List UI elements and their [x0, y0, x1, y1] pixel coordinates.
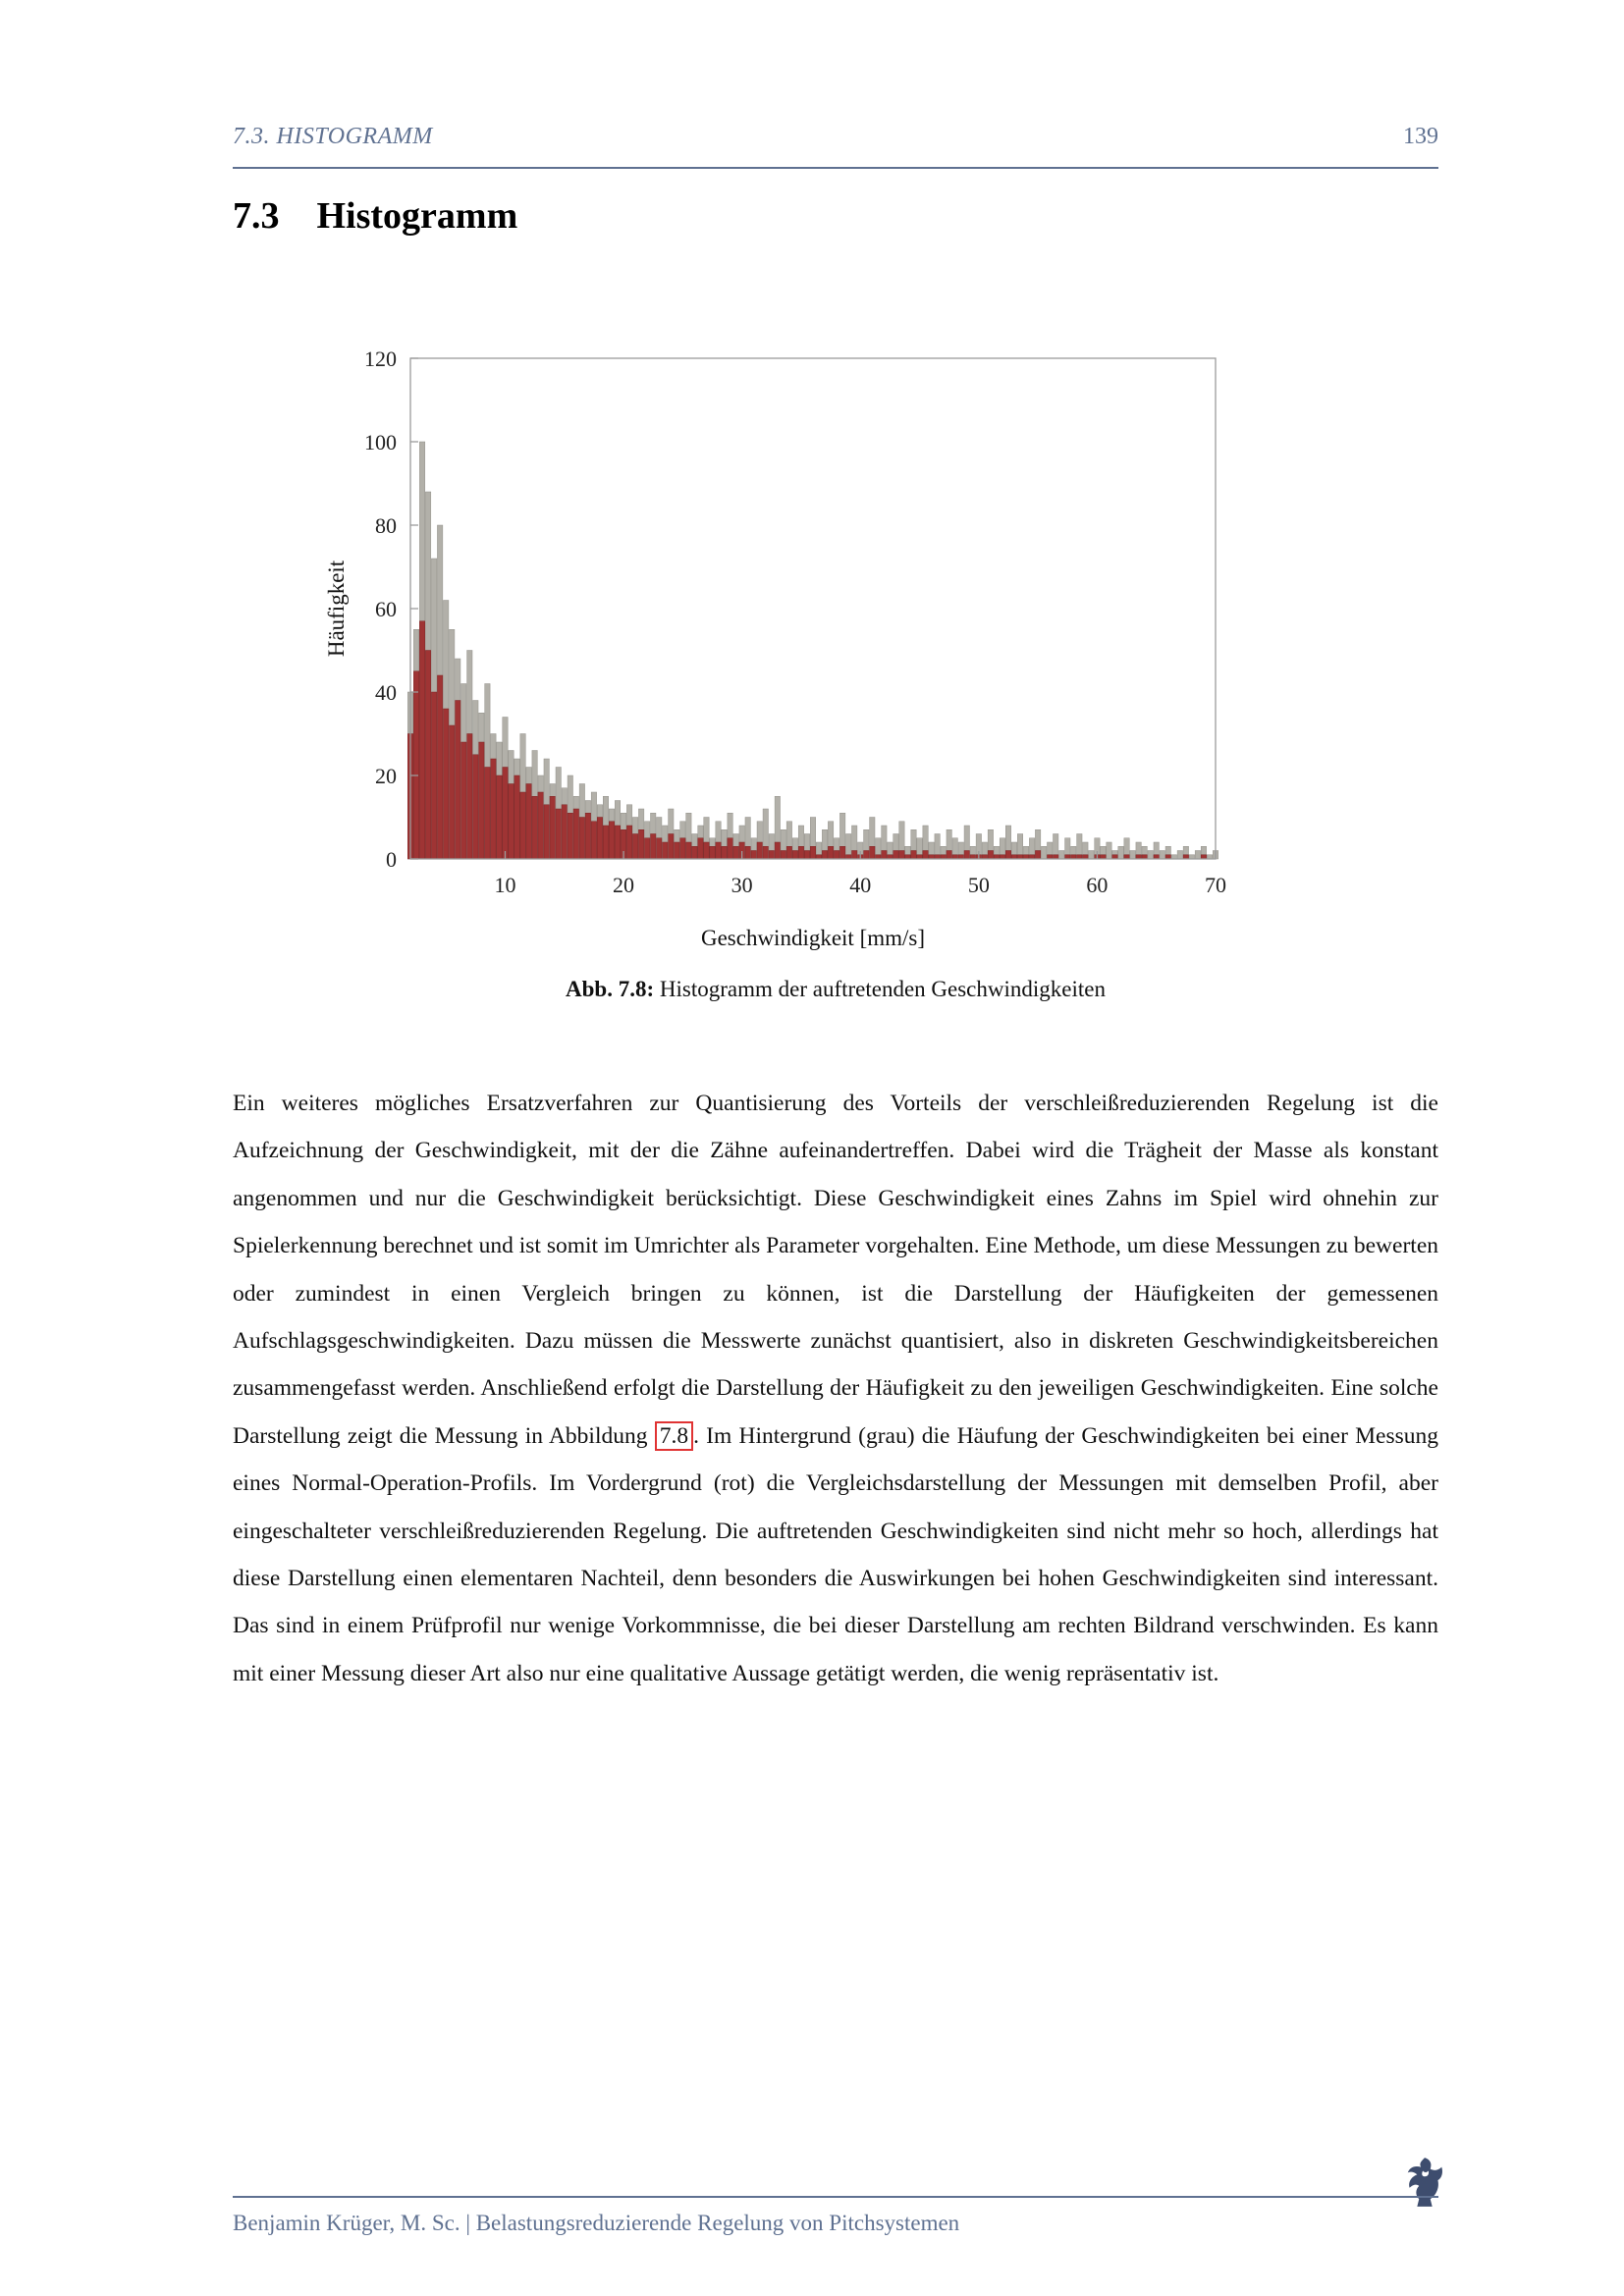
section-heading — [233, 194, 517, 238]
x-tick-label: 40 — [849, 873, 872, 897]
y-tick-label: 40 — [375, 680, 397, 705]
university-logo-icon — [1402, 2156, 1447, 2209]
y-axis-label: Häufigkeit — [324, 560, 349, 658]
header-rule — [233, 167, 1438, 169]
footer-rule — [233, 2196, 1438, 2198]
figure-caption — [233, 977, 1438, 1002]
page-number: 139 — [1403, 124, 1438, 149]
footer-text: Benjamin Krüger, M. Sc. | Belastungsreduzierende Regelung von Pitchsystemen — [233, 2211, 960, 2235]
running-header-title: 7.3. HISTOGRAMM — [233, 124, 433, 149]
y-tick-label: 20 — [375, 764, 397, 788]
figure-caption-text: Histogramm der auftretenden Geschwindigkeiten — [654, 977, 1106, 1001]
histogram-series — [407, 621, 1206, 859]
paragraph-text-1: Ein weiteres mögliches Ersatzverfahren zur Quantisierung des Vorteils der verschleißreduzierenden Regelung ist die Aufzeichnung der Geschwindigkeit, mit der die Zähne aufeinandertreffen. Dabei wird die Trägheit der Masse als konstant angenommen und nur die Geschwindigkeit berücksichtigt. Diese Geschwindigkeit eines Zahns im Spiel wird ohnehin zur Spielerkennung berechnet und ist somit im Umrichter als Parameter vorgehalten. Eine Methode, um diese Messungen zu bewerten oder zumindest in einen Vergleich bringen zu können, ist die Darstellung der Häufigkeiten der gemessenen Aufschlagsgeschwindigkeiten. Dazu müssen die Messwerte zunächst quantisiert, also in diskreten Geschwindigkeitsbereichen zusammengefasst werden. Anschließend erfolgt die Darstellung der Häufigkeit zu den jeweiligen Geschwindigkeiten. Eine solche Darstellung zeigt die Messung in Abbildung — [233, 1091, 1438, 1449]
x-tick-label: 50 — [967, 873, 990, 897]
section-title: Histogramm — [316, 195, 518, 237]
x-axis-label: Geschwindigkeit [mm/s] — [700, 926, 926, 950]
figure-reference-link[interactable]: 7.8 — [655, 1421, 693, 1451]
running-header — [233, 124, 1438, 150]
section-number: 7.3 — [233, 195, 280, 237]
histogram-chart — [314, 339, 1276, 977]
x-tick-label: 60 — [1086, 873, 1109, 897]
figure-histogram — [314, 339, 1276, 977]
x-tick-label: 30 — [731, 873, 753, 897]
y-tick-label: 0 — [386, 847, 397, 872]
body-paragraph — [233, 1080, 1438, 1697]
y-tick-label: 60 — [375, 597, 397, 621]
x-tick-label: 20 — [613, 873, 635, 897]
paragraph-text-2: . Im Hintergrund (grau) die Häufung der Geschwindigkeiten bei einer Messung eines Normal-Operation-Profils. Im Vordergrund (rot) die Vergleichsdarstellung der Messungen mit demselben Profil, aber eingeschalteter verschleißreduzierenden Regelung. Die auftretenden Geschwindigkeiten sind nicht mehr so hoch, allerdings hat diese Darstellung einen elementaren Nachteil, denn besonders die Auswirkungen bei hohen Geschwindigkeiten sind interessant. Das sind in einem Prüfprofil nur wenige Vorkommnisse, die bei dieser Darstellung am rechten Bildrand verschwinden. Es kann mit einer Messung dieser Art also nur eine qualitative Aussage getätigt werden, die wenig repräsentativ ist. — [233, 1422, 1438, 1686]
y-tick-label: 120 — [364, 347, 397, 371]
x-tick-label: 70 — [1205, 873, 1226, 897]
figure-caption-label: Abb. 7.8: — [566, 977, 655, 1001]
x-tick-label: 10 — [494, 873, 516, 897]
page-footer — [233, 2211, 1438, 2236]
y-tick-label: 80 — [375, 513, 397, 538]
y-tick-label: 100 — [364, 430, 397, 454]
